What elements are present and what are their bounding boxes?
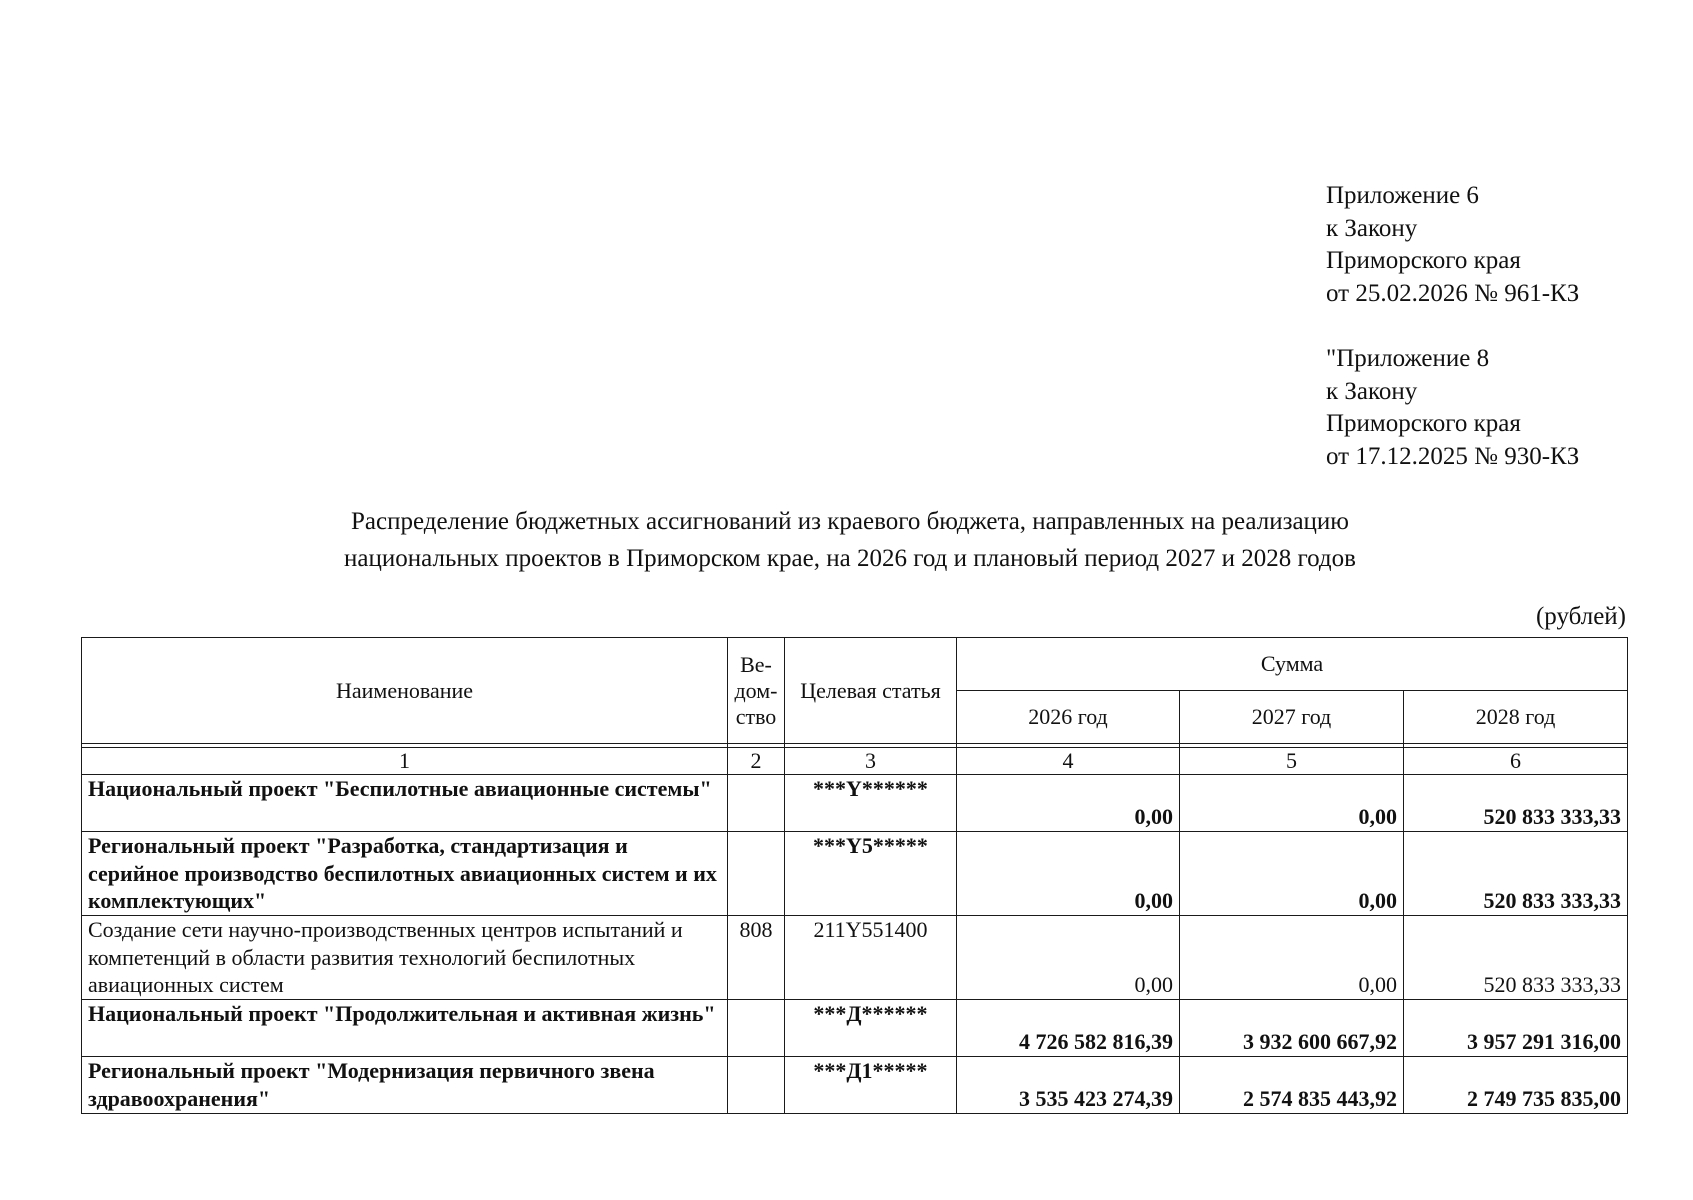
table-header-row xyxy=(82,638,1628,691)
row-target-article: ***Д1***** xyxy=(785,1057,957,1114)
row-department xyxy=(728,775,785,832)
column-number: 4 xyxy=(957,748,1180,775)
column-number: 2 xyxy=(728,748,785,775)
row-name: Национальный проект "Продолжительная и активная жизнь" xyxy=(82,1000,728,1057)
row-target-article: 211Y551400 xyxy=(785,916,957,1000)
row-name: Региональный проект "Разработка, стандартизация и серийное производство беспилотных авиационных систем и их комплектующих" xyxy=(82,832,728,916)
row-amount-2027: 0,00 xyxy=(1180,775,1404,832)
row-name: Создание сети научно-производственных центров испытаний и компетенций в области развития технологий беспилотных авиационных систем xyxy=(82,916,728,1000)
row-name: Национальный проект "Беспилотные авиационные системы" xyxy=(82,775,728,832)
row-department xyxy=(728,832,785,916)
row-amount-2028: 3 957 291 316,00 xyxy=(1404,1000,1628,1057)
units-label: (рублей) xyxy=(1535,603,1626,630)
row-target-article: ***Д****** xyxy=(785,1000,957,1057)
document-title-line: Распределение бюджетных ассигнований из краевого бюджета, направленных на реализацию xyxy=(351,508,1349,535)
budget-table xyxy=(81,637,1628,1114)
row-target-article: ***Y****** xyxy=(785,775,957,832)
row-amount-2027: 0,00 xyxy=(1180,832,1404,916)
appendix-original-reference xyxy=(1326,343,1579,473)
appendix-current-line: к Закону xyxy=(1326,214,1418,242)
row-amount-2028: 520 833 333,33 xyxy=(1404,832,1628,916)
column-number: 3 xyxy=(785,748,957,775)
appendix-current-line: от 25.02.2026 № 961-КЗ xyxy=(1326,279,1580,307)
row-amount-2028: 2 749 735 835,00 xyxy=(1404,1057,1628,1114)
header-year-2027: 2027 год xyxy=(1180,691,1404,744)
row-amount-2028: 520 833 333,33 xyxy=(1404,775,1628,832)
row-amount-2028: 520 833 333,33 xyxy=(1404,916,1628,1000)
row-amount-2027: 2 574 835 443,92 xyxy=(1180,1057,1404,1114)
row-department xyxy=(728,1000,785,1057)
appendix-original-line: к Закону xyxy=(1326,377,1418,405)
appendix-current-line: Приложение 6 xyxy=(1326,182,1479,209)
row-amount-2026: 0,00 xyxy=(957,832,1180,916)
header-department: Ве- дом- ство xyxy=(728,638,785,744)
row-target-article: ***Y5***** xyxy=(785,832,957,916)
row-department xyxy=(728,1057,785,1114)
table-row xyxy=(82,916,1628,1000)
row-amount-2026: 4 726 582 816,39 xyxy=(957,1000,1180,1057)
document-title-line: национальных проектов в Приморском крае, на 2026 год и плановый период 2027 и 2028 годов xyxy=(344,545,1356,572)
header-name: Наименование xyxy=(82,638,728,744)
document-title xyxy=(200,503,1500,577)
row-amount-2026: 0,00 xyxy=(957,775,1180,832)
header-sum: Сумма xyxy=(957,638,1628,691)
appendix-current-reference xyxy=(1326,180,1579,310)
table-row xyxy=(82,1000,1628,1057)
row-amount-2026: 3 535 423 274,39 xyxy=(957,1057,1180,1114)
column-number-row xyxy=(82,748,1628,775)
table-row xyxy=(82,775,1628,832)
table-row xyxy=(82,832,1628,916)
row-department: 808 xyxy=(728,916,785,1000)
table-row xyxy=(82,1057,1628,1114)
column-number: 5 xyxy=(1180,748,1404,775)
appendix-original-line: от 17.12.2025 № 930-КЗ xyxy=(1326,442,1580,470)
row-name: Региональный проект "Модернизация первичного звена здравоохранения" xyxy=(82,1057,728,1114)
appendix-original-line: "Приложение 8 xyxy=(1326,345,1490,372)
column-number: 1 xyxy=(82,748,728,775)
column-number: 6 xyxy=(1404,748,1628,775)
header-year-2028: 2028 год xyxy=(1404,691,1628,744)
row-amount-2027: 0,00 xyxy=(1180,916,1404,1000)
header-year-2026: 2026 год xyxy=(957,691,1180,744)
row-amount-2027: 3 932 600 667,92 xyxy=(1180,1000,1404,1057)
appendix-current-line: Приморского края xyxy=(1326,247,1521,274)
row-amount-2026: 0,00 xyxy=(957,916,1180,1000)
appendix-original-line: Приморского края xyxy=(1326,410,1521,437)
header-target-article: Целевая статья xyxy=(785,638,957,744)
